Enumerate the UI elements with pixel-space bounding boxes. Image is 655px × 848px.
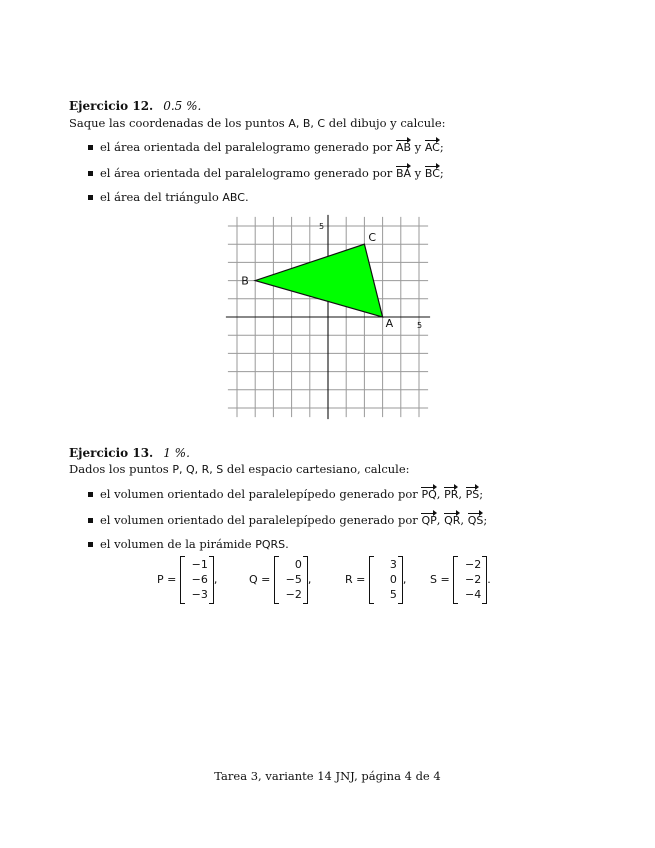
- point-Q: [249, 556, 311, 604]
- ex12-title: Ejercicio 12.: [69, 99, 154, 113]
- matrix-cell: −2: [285, 588, 302, 601]
- column-vector: [453, 556, 487, 604]
- point-S: [430, 556, 491, 604]
- triangle-abc: [255, 244, 382, 317]
- point-P: [157, 556, 217, 604]
- axes: [226, 215, 430, 419]
- ex13-title: Ejercicio 13.: [69, 446, 154, 460]
- item-end: ;: [439, 166, 444, 180]
- matrix-cell: −2: [464, 558, 482, 571]
- item-sep: y: [411, 166, 425, 180]
- bullet-icon: [88, 542, 93, 547]
- ex13-item-2: el volumen orientado del paralelepípedo generado por QP, QR, QS;: [88, 513, 487, 527]
- item-text: el área del triángulo: [100, 190, 223, 204]
- matrix-cell: 0: [294, 558, 302, 571]
- ex13-item-3: [88, 537, 289, 551]
- ex13-item-1: el volumen orientado del paralelepípedo generado por PQ, PR, PS;: [88, 487, 483, 501]
- point-name: R =: [345, 573, 366, 586]
- point-R: [345, 556, 406, 604]
- item-text: el volumen de la pirámide: [100, 537, 256, 551]
- point-sep: ,: [402, 573, 407, 586]
- point-name: S =: [430, 573, 450, 586]
- ex13-intro-suffix: del espacio cartesiano, calcule:: [223, 462, 410, 476]
- item-end: ;: [479, 487, 484, 501]
- y-tick-label: 5: [319, 222, 325, 231]
- item-text: el área orientada del paralelogramo generado por: [100, 166, 396, 180]
- matrix-cell: −6: [191, 573, 208, 586]
- ex12-weight: 0.5 %.: [163, 99, 202, 113]
- item-end: ;: [439, 140, 444, 154]
- ex13-intro-prefix: Dados los puntos: [69, 462, 173, 476]
- matrix-cell: 0: [389, 573, 397, 586]
- matrix-cell: −4: [464, 588, 482, 601]
- point-sep: ,: [307, 573, 312, 586]
- point-sep: .: [487, 573, 491, 586]
- matrix-cell: −3: [191, 588, 208, 601]
- ex13-intro: [69, 462, 410, 476]
- vector-ac: AC: [424, 141, 440, 154]
- item-end: .: [244, 190, 249, 204]
- vector-qp: QP: [421, 514, 437, 527]
- vector-ba: BA: [395, 167, 412, 180]
- ex13-weight: 1 %.: [163, 446, 190, 460]
- item-text: el volumen orientado del paralelepípedo generado por: [100, 487, 422, 501]
- ex13-heading: [69, 446, 190, 460]
- point-name: Q =: [249, 573, 271, 586]
- ex13-intro-points: P, Q, R, S: [172, 463, 224, 476]
- vector-pq: PQ: [421, 488, 437, 501]
- triangle-name: ABC: [222, 191, 245, 204]
- point-label-c: C: [368, 231, 377, 245]
- item-end: .: [285, 537, 289, 551]
- matrix-cell: 3: [389, 558, 397, 571]
- vector-qr: QR: [444, 514, 461, 527]
- item-text: el volumen orientado del paralelepípedo generado por: [100, 513, 422, 527]
- item-sep: y: [411, 140, 425, 154]
- column-vector: [274, 556, 308, 604]
- ex12-intro-prefix: Saque las coordenadas de los puntos: [69, 116, 289, 130]
- vector-bc: BC: [424, 167, 440, 180]
- vector-pr: PR: [444, 488, 459, 501]
- matrix-cell: −2: [464, 573, 482, 586]
- matrix-cell: −5: [285, 573, 302, 586]
- bullet-icon: [88, 518, 93, 523]
- column-vector: [369, 556, 403, 604]
- point-label-a: A: [385, 317, 394, 330]
- pyramid-name: PQRS: [255, 538, 286, 551]
- point-label-b: B: [241, 274, 249, 288]
- bullet-icon: [88, 492, 93, 497]
- matrix-cell: 5: [389, 588, 397, 601]
- column-vector: [180, 556, 214, 604]
- vector-ps: PS: [465, 488, 480, 501]
- item-text: el área orientada del paralelogramo generado por: [100, 140, 396, 154]
- vector-ab: AB: [395, 141, 412, 154]
- item-end: ;: [483, 513, 488, 527]
- ex12-intro-points: A, B, C: [288, 117, 326, 130]
- matrix-cell: −1: [191, 558, 208, 571]
- point-name: P =: [157, 573, 177, 586]
- x-tick-label: 5: [417, 321, 423, 330]
- vector-qs: QS: [467, 514, 484, 527]
- point-sep: ,: [213, 573, 218, 586]
- ex12-intro-suffix: del dibujo y calcule:: [325, 116, 446, 130]
- page-footer: Tarea 3, variante 14 JNJ, página 4 de 4: [214, 769, 441, 783]
